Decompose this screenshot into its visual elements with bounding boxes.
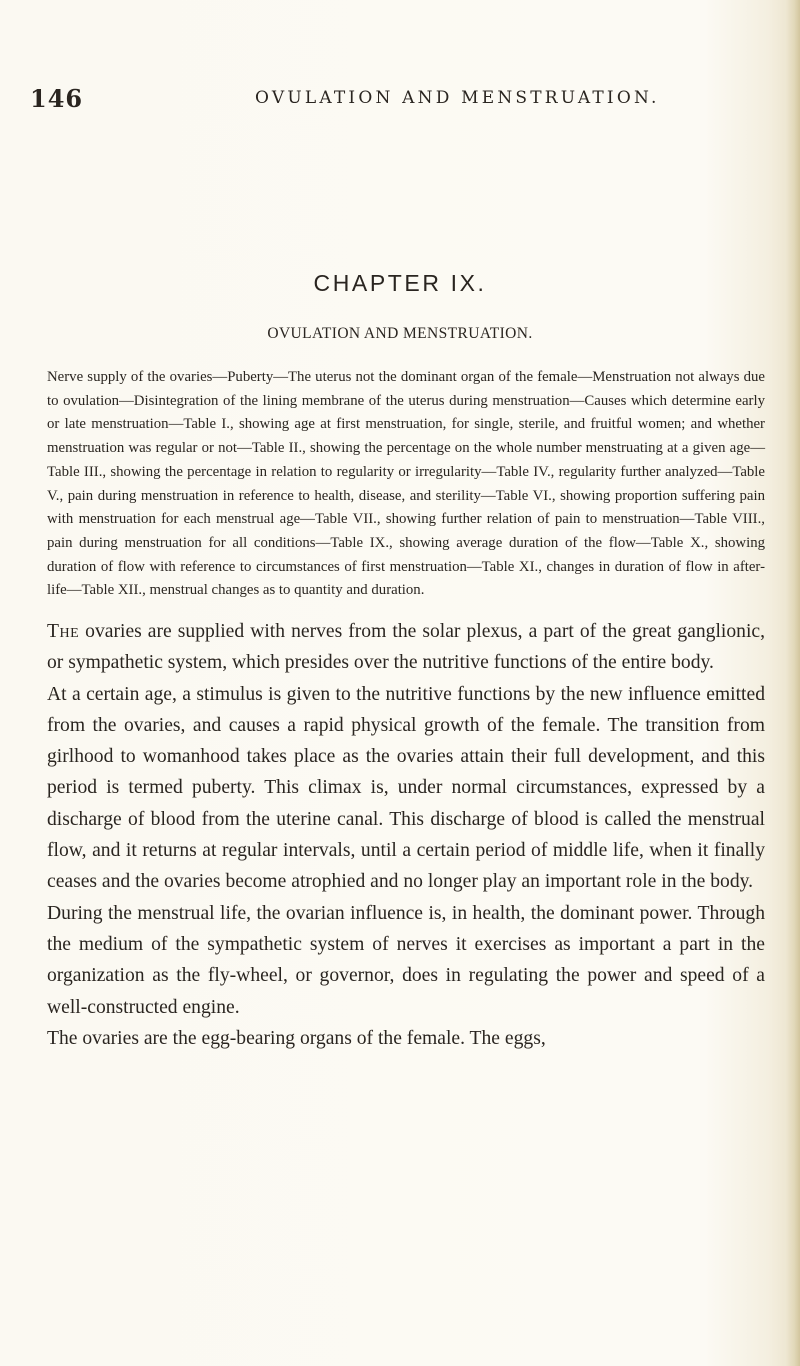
paragraph-2: At a certain age, a stimulus is given to the nutritive functions by the new influence emitted from the ovaries, and causes a rapid physical growth of the female. The transition from girlhood to womanhood takes place as the ovaries attain their full development, and this period is termed puberty. This climax is, under normal circumstances, expressed by a discharge of blood from the uterine canal. This discharge of blood is called the menstrual flow, and it returns at regular intervals, until a certain period of middle life, when it finally ceases and the ovaries become atrophied and no longer play an important role in the body. (47, 683, 765, 893)
paragraph-1 (47, 616, 765, 679)
page-edge-shading (786, 0, 800, 1366)
page-number: 146 (30, 84, 84, 113)
chapter-synopsis: Nerve supply of the ovaries—Puberty—The uterus not the dominant organ of the female—Menstruation not always due to ovulation—Disintegration of the lining membrane of the uterus during menstruation—Causes which determine early or late menstruation—Table I., showing age at first menstruation, for single, sterile, and fruitful women; and whether menstruation was regular or not—Table II., showing the percentage on the whole number menstruating at a given age—Table III., showing the percentage in relation to regularity or irregularity—Table IV., regularity further analyzed—Table V., pain during menstruation in reference to health, disease, and sterility—Table VI., showing proportion suffering pain with menstruation for each menstrual age—Table VII., showing further relation of pain to menstruation—Table VIII., pain during menstruation for all conditions—Table IX., showing average duration of the flow—Table X., showing duration of flow with reference to circumstances of first menstruation—Table XI., changes in duration of flow in after-life—Table XII., menstrual changes as to quantity and duration. (47, 369, 765, 599)
running-head (30, 84, 770, 114)
paragraph-4: The ovaries are the egg-bearing organs of the female. The eggs, (47, 1027, 546, 1049)
chapter-heading: CHAPTER IX. (313, 270, 487, 296)
running-title: OVULATION AND MENSTRUATION. (255, 88, 660, 108)
body-text (47, 616, 765, 1054)
paragraph-3: During the menstrual life, the ovarian influence is, in health, the dominant power. Through the medium of the sympathetic system of nerves it exercises as important a part in the organization as the fly-wheel, or governor, does in regulating the power and speed of a well-constructed engine. (47, 902, 765, 1018)
chapter-subheading: OVULATION AND MENSTRUATION. (267, 325, 533, 342)
paragraph-1-text: ovaries are supplied with nerves from the solar plexus, a part of the great ganglionic, or sympathetic system, which presides over the nutritive functions of the entire body. (47, 621, 765, 674)
paragraph-1-lead: The (47, 621, 80, 642)
